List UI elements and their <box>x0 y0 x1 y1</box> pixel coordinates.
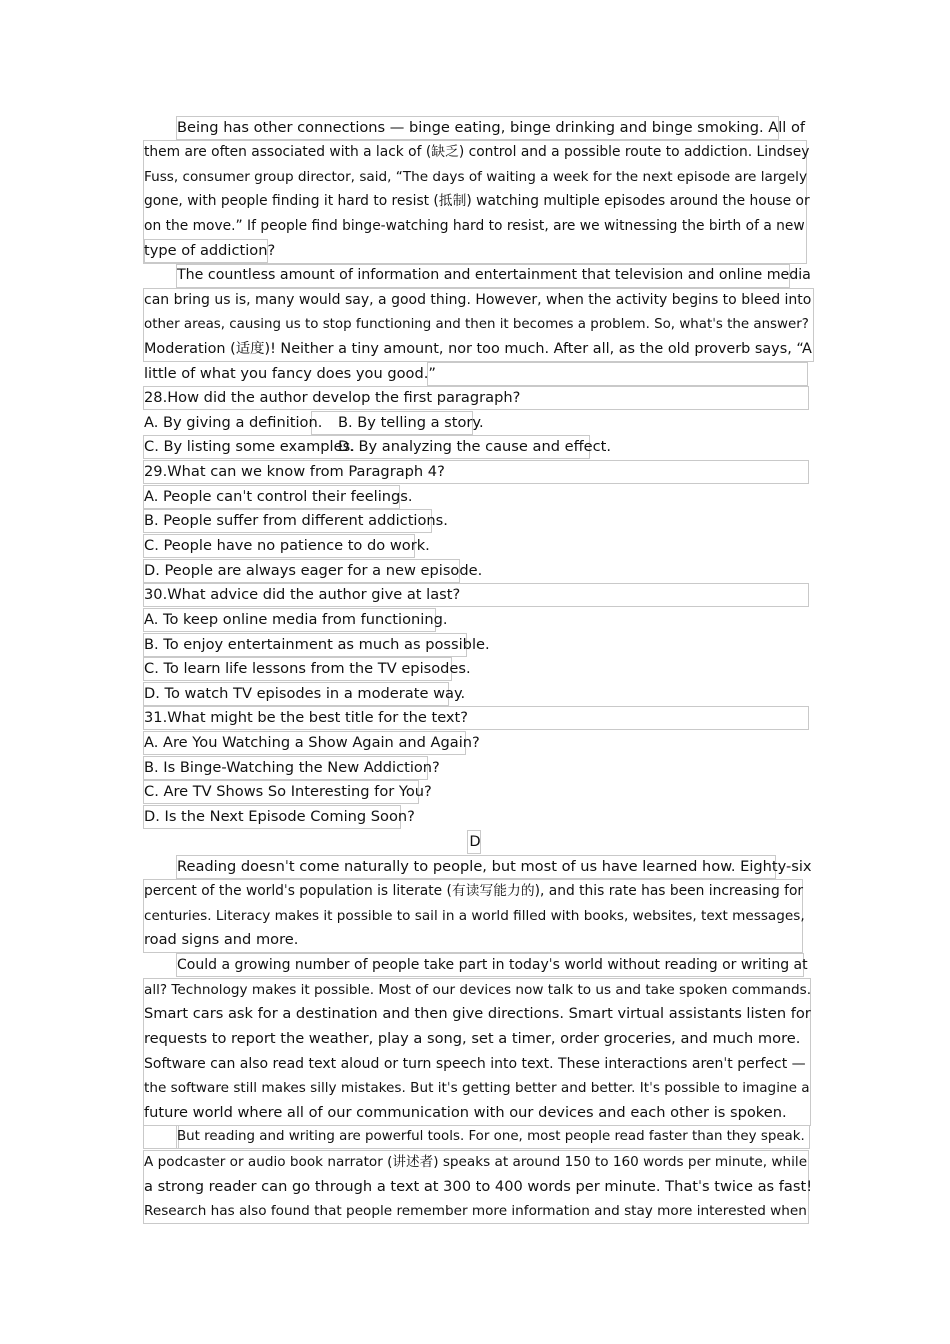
passage-d-line: But reading and writing are powerful tools. For one, most people read faster than they speak. <box>177 1129 805 1144</box>
passage-c-line: them are often associated with a lack of (缺乏) control and a possible route to addiction. Lindsey <box>144 144 810 160</box>
passage-d-heading: D <box>469 833 481 850</box>
passage-c-line: little of what you fancy does you good.” <box>144 365 436 382</box>
passage-d-line: Software can also read text aloud or turn speech into text. These interactions arenˈt perfect — <box>144 1056 806 1072</box>
passage-d-line: Reading doesnˈt come naturally to people, but most of us have learned how. Eighty-six <box>177 858 812 875</box>
question-30-option-b: B. To enjoy entertainment as much as possible. <box>144 636 490 653</box>
passage-d-line: Smart cars ask for a destination and then give directions. Smart virtual assistants listen for <box>144 1005 811 1022</box>
passage-d-line: A podcaster or audio book narrator (讲述者) speaks at around 150 to 160 words per minute, while <box>144 1154 808 1170</box>
passage-c-line: Being has other connections — binge eating, binge drinking and binge smoking. All of <box>177 119 806 136</box>
question-30-option-a: A. To keep online media from functioning. <box>144 611 448 628</box>
question-29-option-a: A. People canˈt control their feelings. <box>144 488 413 505</box>
question-31-option-d: D. Is the Next Episode Coming Soon? <box>144 808 415 825</box>
passage-c-line: type of addiction? <box>144 242 276 259</box>
question-30-stem: 30.What advice did the author give at last? <box>144 586 461 603</box>
question-31-option-c: C. Are TV Shows So Interesting for You? <box>144 783 432 800</box>
question-28-stem: 28.How did the author develop the first paragraph? <box>144 389 521 406</box>
question-28-option-d: D. By analyzing the cause and effect. <box>338 438 612 455</box>
passage-c-line: can bring us is, many would say, a good thing. However, when the activity begins to bleed into <box>144 292 812 308</box>
passage-c-line: on the move.” If people find binge-watching hard to resist, are we witnessing the birth of a new <box>144 218 805 234</box>
passage-d-line: percent of the worldˈs population is literate (有读写能力的), and this rate has been increasing for <box>144 883 804 899</box>
question-30-option-c: C. To learn life lessons from the TV episodes. <box>144 660 471 677</box>
question-28-option-b: B. By telling a story. <box>338 414 484 431</box>
passage-c-line: Moderation (适度)! Neither a tiny amount, nor too much. After all, as the old proverb says, “A <box>144 341 812 357</box>
question-30-option-d: D. To watch TV episodes in a moderate way. <box>144 685 466 702</box>
question-31-option-b: B. Is Binge-Watching the New Addiction? <box>144 759 440 776</box>
question-31-stem: 31.What might be the best title for the text? <box>144 709 469 726</box>
question-31-option-a: A. Are You Watching a Show Again and Again? <box>144 734 480 751</box>
question-29-option-c: C. People have no patience to do work. <box>144 537 430 554</box>
passage-c-line: The countless amount of information and entertainment that television and online media <box>177 267 811 283</box>
passage-d-line: all? Technology makes it possible. Most of our devices now talk to us and take spoken commands. <box>144 982 812 998</box>
text-box-outline <box>143 1125 179 1149</box>
question-28-option-c: C. By listing some examples. <box>144 438 355 455</box>
question-29-option-d: D. People are always eager for a new episode. <box>144 562 483 579</box>
passage-d-line: future world where all of our communication with our devices and each other is spoken. <box>144 1104 787 1121</box>
passage-d-line: Could a growing number of people take part in todayˈs world without reading or writing at <box>177 957 808 973</box>
passage-d-line: the software still makes silly mistakes. But itˈs getting better and better. Itˈs possible to imagine a <box>144 1080 810 1096</box>
passage-d-line: centuries. Literacy makes it possible to sail in a world filled with books, websites, text messages, <box>144 908 805 924</box>
passage-d-line: requests to report the weather, play a song, set a timer, order groceries, and much more. <box>144 1030 801 1047</box>
question-28-option-a: A. By giving a definition. <box>144 414 323 431</box>
text-box-outline <box>427 362 808 386</box>
passage-d-line: a strong reader can go through a text at 300 to 400 words per minute. Thatˈs twice as fast! <box>144 1178 813 1195</box>
passage-c-line: other areas, causing us to stop functioning and then it becomes a problem. So, whatˈs the answer? <box>144 317 809 332</box>
passage-d-line: road signs and more. <box>144 931 299 948</box>
passage-c-line: Fuss, consumer group director, said, “The days of waiting a week for the next episode are largely <box>144 169 807 185</box>
passage-c-line: gone, with people finding it hard to resist (抵制) watching multiple episodes around the house or <box>144 193 810 209</box>
question-29-option-b: B. People suffer from different addictions. <box>144 512 448 529</box>
passage-d-line: Research has also found that people remember more information and stay more interested when <box>144 1203 807 1219</box>
question-29-stem: 29.What can we know from Paragraph 4? <box>144 463 445 480</box>
